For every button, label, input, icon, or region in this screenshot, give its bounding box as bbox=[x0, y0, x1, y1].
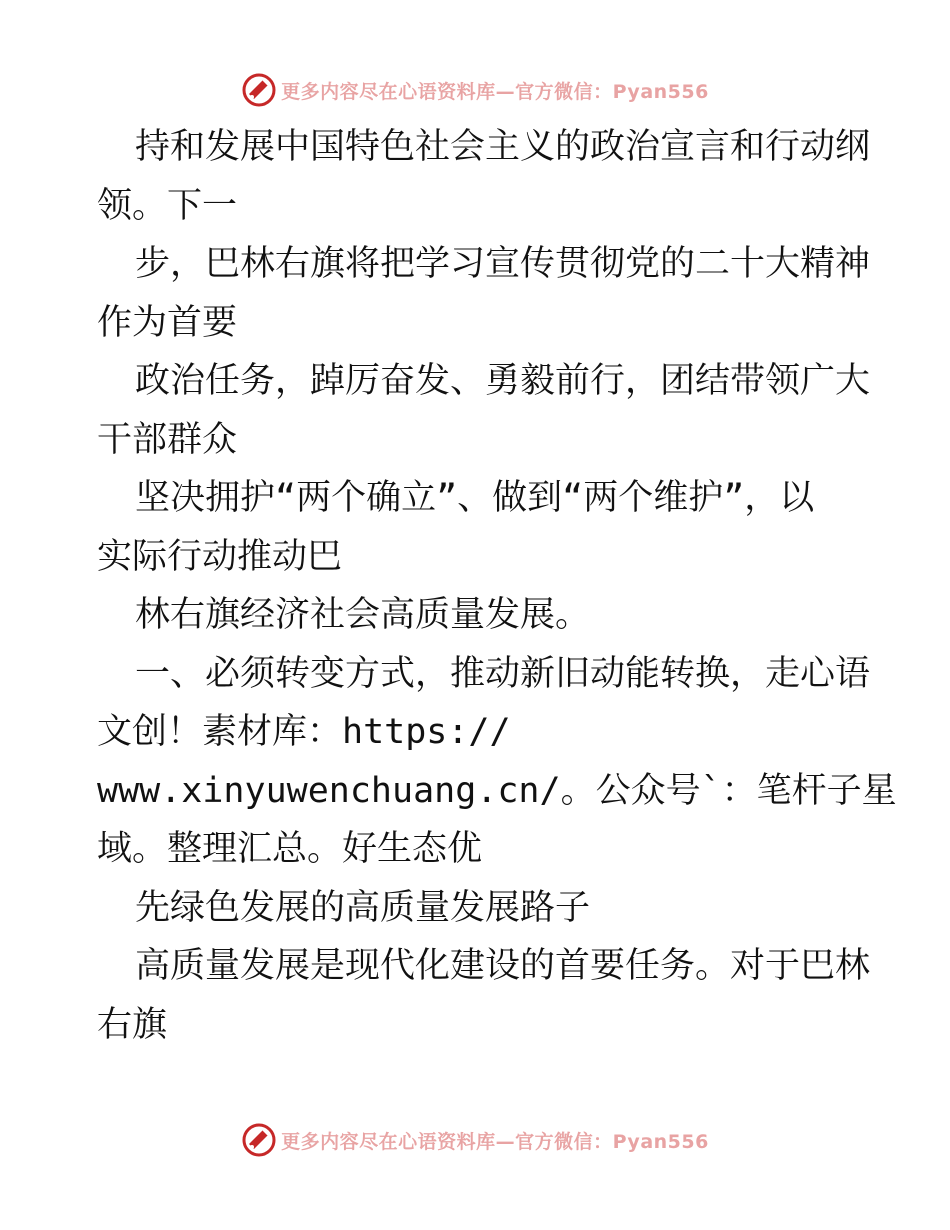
body-line: 政治任务，踔厉奋发、勇毅前行，团结带领广大 bbox=[135, 361, 871, 401]
xinyu-logo-icon bbox=[241, 72, 277, 108]
body-line: 林右旗经济社会高质量发展。 bbox=[135, 595, 591, 635]
header-banner-text: 更多内容尽在心语资料库—官方微信：Pyan556 bbox=[281, 80, 709, 103]
body-line: 作为首要 bbox=[97, 302, 238, 343]
body-line: 高质量发展是现代化建设的首要任务。对于巴林 bbox=[135, 946, 871, 986]
body-line: 先绿色发展的高质量发展路子 bbox=[135, 887, 591, 928]
body-line: 右旗 bbox=[97, 1004, 168, 1045]
body-line: 持和发展中国特色社会主义的政治宣言和行动纲 bbox=[135, 127, 871, 167]
body-line: 域。整理汇总。好生态优 bbox=[97, 829, 483, 869]
document-body bbox=[97, 118, 897, 1054]
body-line: 干部群众 bbox=[97, 419, 238, 460]
body-line: 步，巴林右旗将把学习宣传贯彻党的二十大精神 bbox=[135, 244, 871, 284]
xinyu-logo-icon bbox=[241, 1122, 277, 1158]
body-line: 坚决拥护“两个确立”、做到“两个维护”，以 bbox=[135, 478, 815, 518]
body-line: 文创！素材库：https:// bbox=[97, 712, 511, 752]
body-line-url: www.xinyuwenchuang.cn/。公众号`：笔杆子星 bbox=[97, 770, 897, 811]
body-line: 一、必须转变方式，推动新旧动能转换，走心语 bbox=[135, 653, 871, 694]
footer-banner-text: 更多内容尽在心语资料库—官方微信：Pyan556 bbox=[281, 1130, 709, 1153]
header-banner bbox=[0, 70, 950, 110]
footer-banner bbox=[0, 1120, 950, 1160]
body-line: 实际行动推动巴 bbox=[97, 536, 343, 577]
body-line: 领。下一 bbox=[97, 185, 238, 226]
